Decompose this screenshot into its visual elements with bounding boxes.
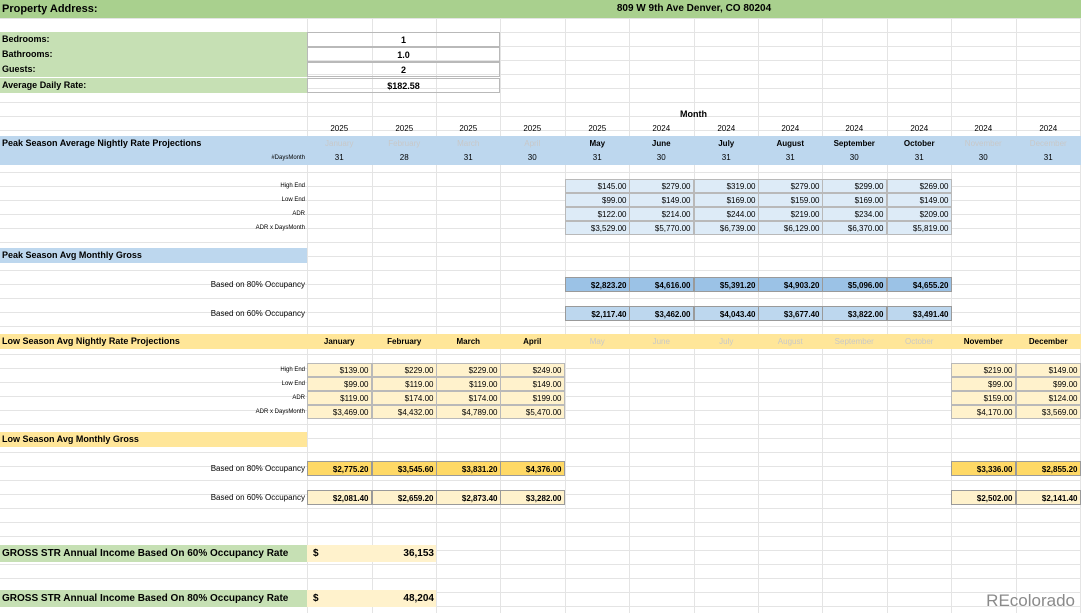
low-month-header: February [372,334,437,349]
days-cell: 30 [629,151,694,165]
peak-rate-cell: $5,770.00 [629,221,694,235]
peak-month-header: April [500,136,565,151]
low-rate-cell: $149.00 [1016,363,1081,377]
grid-line [0,242,1081,243]
low-rate-cell: $119.00 [307,391,372,405]
grid-line [0,298,1081,299]
peak-occ80-cell: $2,823.20 [565,277,630,292]
peak-month-header: July [694,136,759,151]
peak-rate-cell: $234.00 [822,207,887,221]
peak-row-label: ADR [292,211,305,217]
peak-month-header: March [436,136,501,151]
peak-occ60-cell: $3,491.40 [887,306,952,321]
peak-rate-cell: $122.00 [565,207,630,221]
peak-month-header: June [629,136,694,151]
days-cell: 31 [1016,151,1081,165]
low-rate-cell: $5,470.00 [500,405,565,419]
days-cell: 30 [951,151,1016,165]
peak-month-header: January [307,136,372,151]
low-occ60-cell: $2,873.40 [436,490,501,505]
days-cell: 31 [694,151,759,165]
year-cell: 2025 [395,124,414,133]
grid-line [0,102,1081,103]
peak-rate-cell: $149.00 [629,193,694,207]
low-occ80-label: Based on 80% Occupancy [210,464,305,473]
peak-month-header: September [822,136,887,151]
property-value[interactable]: $182.58 [307,78,500,93]
peak-rate-cell: $214.00 [629,207,694,221]
grid-line [0,424,1081,425]
grid-line [372,18,373,613]
peak-occ80-cell: $4,655.20 [887,277,952,292]
property-value[interactable]: 1.0 [307,47,500,62]
peak-rate-cell: $5,819.00 [887,221,952,235]
peak-row-label: High End [280,183,305,189]
peak-rate-cell: $159.00 [758,193,823,207]
low-month-header: August [758,334,823,349]
low-occ80-cell: $2,775.20 [307,461,372,476]
annual-income-label: GROSS STR Annual Income Based On 60% Occupancy Rate [0,545,307,562]
year-cell: 2025 [459,124,478,133]
low-rate-cell: $229.00 [372,363,437,377]
low-month-header: December [1016,334,1081,349]
annual-income-value: 48,204 [403,593,434,604]
low-row-label: High End [280,367,305,373]
peak-month-header: August [758,136,823,151]
peak-occ80-cell: $4,616.00 [629,277,694,292]
year-cell: 2024 [845,124,864,133]
year-cell: 2024 [910,124,929,133]
grid-line [500,18,501,613]
peak-rate-cell: $219.00 [758,207,823,221]
annual-income-currency: $ [307,590,436,607]
low-month-header: April [500,334,565,349]
property-label: Bathrooms: [0,47,307,62]
peak-rate-cell: $169.00 [694,193,759,207]
low-title: Low Season Avg Nightly Rate Projections [0,334,307,349]
peak-rate-cell: $3,529.00 [565,221,630,235]
peak-rate-cell: $6,739.00 [694,221,759,235]
grid-line [0,564,1081,565]
low-rate-cell: $249.00 [500,363,565,377]
low-rate-cell: $219.00 [951,363,1016,377]
days-cell: 31 [307,151,372,165]
days-cell: 31 [436,151,501,165]
low-gross-title: Low Season Avg Monthly Gross [0,432,307,447]
low-rate-cell: $119.00 [372,377,437,391]
low-rate-cell: $99.00 [1016,377,1081,391]
peak-month-header: October [887,136,952,151]
low-rate-cell: $159.00 [951,391,1016,405]
low-occ60-cell: $2,659.20 [372,490,437,505]
grid-line [0,536,1081,537]
property-value[interactable]: 2 [307,62,500,77]
peak-occ60-cell: $2,117.40 [565,306,630,321]
grid-line [0,480,1081,481]
grid-line [0,354,1081,355]
peak-occ60-cell: $3,677.40 [758,306,823,321]
peak-rate-cell: $149.00 [887,193,952,207]
year-cell: 2024 [1039,124,1058,133]
peak-rate-cell: $99.00 [565,193,630,207]
peak-occ60-label: Based on 60% Occupancy [210,309,305,318]
peak-occ80-cell: $5,096.00 [822,277,887,292]
low-rate-cell: $124.00 [1016,391,1081,405]
days-cell: 31 [758,151,823,165]
peak-rate-cell: $279.00 [629,179,694,193]
low-rate-cell: $174.00 [436,391,501,405]
days-cell: 28 [372,151,437,165]
peak-row-label: Low End [281,197,305,203]
low-rate-cell: $139.00 [307,363,372,377]
address-label: Property Address: [0,0,307,18]
grid-line [0,18,1081,19]
low-rate-cell: $149.00 [500,377,565,391]
peak-row-label: ADR x DaysMonth [255,225,305,231]
peak-occ80-cell: $4,903.20 [758,277,823,292]
low-rate-cell: $4,432.00 [372,405,437,419]
grid-line [0,508,1081,509]
grid-line [436,18,437,613]
peak-occ60-cell: $4,043.40 [694,306,759,321]
days-label: #DaysMonth [0,151,307,165]
low-month-header: October [887,334,952,349]
peak-rate-cell: $269.00 [887,179,952,193]
watermark: REcolorado [986,591,1075,610]
low-rate-cell: $99.00 [307,377,372,391]
peak-rate-cell: $209.00 [887,207,952,221]
peak-occ60-cell: $3,462.00 [629,306,694,321]
peak-rate-cell: $299.00 [822,179,887,193]
low-occ80-cell: $3,545.60 [372,461,437,476]
grid-line [0,578,1081,579]
year-cell: 2024 [652,124,671,133]
low-month-header: June [629,334,694,349]
days-cell: 31 [565,151,630,165]
peak-rate-cell: $6,370.00 [822,221,887,235]
peak-month-header: November [951,136,1016,151]
low-month-header: January [307,334,372,349]
low-rate-cell: $199.00 [500,391,565,405]
property-label: Guests: [0,62,307,77]
peak-rate-cell: $319.00 [694,179,759,193]
low-occ80-cell: $3,336.00 [951,461,1016,476]
low-occ60-cell: $2,502.00 [951,490,1016,505]
peak-rate-cell: $279.00 [758,179,823,193]
low-row-label: ADR [292,395,305,401]
year-cell: 2024 [717,124,736,133]
peak-month-header: February [372,136,437,151]
month-caption: Month [680,109,707,119]
grid-line [0,522,1081,523]
low-month-header: May [565,334,630,349]
peak-month-header: May [565,136,630,151]
grid-line [0,326,1081,327]
peak-occ80-cell: $5,391.20 [694,277,759,292]
year-cell: 2025 [330,124,349,133]
low-rate-cell: $3,569.00 [1016,405,1081,419]
peak-rate-cell: $169.00 [822,193,887,207]
grid-line [307,18,308,613]
low-rate-cell: $4,170.00 [951,405,1016,419]
grid-line [1016,18,1017,613]
low-occ60-label: Based on 60% Occupancy [210,493,305,502]
grid-line [0,452,1081,453]
low-occ60-cell: $2,081.40 [307,490,372,505]
low-rate-cell: $174.00 [372,391,437,405]
days-cell: 30 [822,151,887,165]
year-cell: 2024 [974,124,993,133]
peak-rate-cell: $244.00 [694,207,759,221]
peak-rate-cell: $145.00 [565,179,630,193]
grid-line [0,172,1081,173]
grid-line [0,116,1081,117]
property-label: Average Daily Rate: [0,78,307,93]
grid-line [0,270,1081,271]
low-occ60-cell: $3,282.00 [500,490,565,505]
year-cell: 2024 [781,124,800,133]
low-month-header: July [694,334,759,349]
address-value: 809 W 9th Ave Denver, CO 80204 [307,0,1081,18]
annual-income-currency: $ [307,545,436,562]
year-cell: 2025 [588,124,607,133]
low-rate-cell: $3,469.00 [307,405,372,419]
peak-title: Peak Season Average Nightly Rate Projections [0,136,307,151]
days-cell: 30 [500,151,565,165]
low-rate-cell: $99.00 [951,377,1016,391]
low-month-header: September [822,334,887,349]
low-rate-cell: $119.00 [436,377,501,391]
property-value[interactable]: 1 [307,32,500,47]
low-month-header: November [951,334,1016,349]
low-row-label: ADR x DaysMonth [255,409,305,415]
peak-month-header: December [1016,136,1081,151]
peak-rate-cell: $6,129.00 [758,221,823,235]
peak-gross-title: Peak Season Avg Monthly Gross [0,248,307,263]
year-cell: 2025 [523,124,542,133]
peak-occ60-cell: $3,822.00 [822,306,887,321]
low-row-label: Low End [281,381,305,387]
annual-income-label: GROSS STR Annual Income Based On 80% Occupancy Rate [0,590,307,607]
property-label: Bedrooms: [0,32,307,47]
low-rate-cell: $229.00 [436,363,501,377]
low-occ80-cell: $2,855.20 [1016,461,1081,476]
days-cell: 31 [887,151,952,165]
peak-occ80-label: Based on 80% Occupancy [210,280,305,289]
annual-income-value: 36,153 [403,548,434,559]
low-occ80-cell: $3,831.20 [436,461,501,476]
low-occ60-cell: $2,141.40 [1016,490,1081,505]
low-rate-cell: $4,789.00 [436,405,501,419]
low-month-header: March [436,334,501,349]
low-occ80-cell: $4,376.00 [500,461,565,476]
